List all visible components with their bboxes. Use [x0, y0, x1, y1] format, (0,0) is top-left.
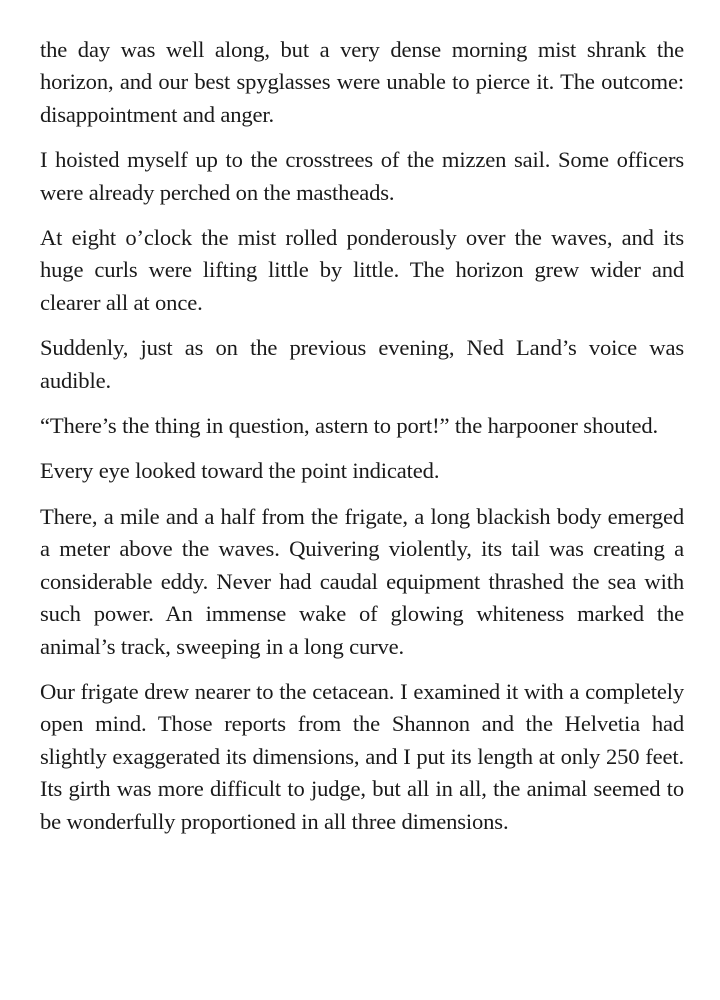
- paragraph-harpooner-shout: “There’s the thing in question, astern to port!” the harpooner shouted.: [40, 413, 659, 439]
- page-body: [40, 34, 684, 851]
- paragraph-cetacean-dimensions: Our frigate drew nearer to the cetacean. I examined it with a completely open mind. Those reports from the Shannon and the Helvetia had slightly exaggerated its dimensions, and I put its length at only 250 feet. Its girth was more difficult to judge, but all in all, the animal seemed to be wonderfully proportioned in all three dimensions.: [40, 678, 684, 834]
- paragraph-mist: the day was well along, but a very dense morning mist shrank the horizon, and our best spyglasses were unable to pierce it. The outcome: disappointment and anger.: [40, 37, 684, 127]
- paragraph-ned-land-voice: Suddenly, just as on the previous evening, Ned Land’s voice was audible.: [40, 335, 684, 393]
- paragraph-every-eye: Every eye looked toward the point indicated.: [40, 458, 440, 484]
- paragraph-crosstrees: I hoisted myself up to the crosstrees of the mizzen sail. Some officers were already perched on the mastheads.: [40, 147, 684, 205]
- paragraph-blackish-body: There, a mile and a half from the frigate, a long blackish body emerged a meter above the waves. Quivering violently, its tail was creating a considerable eddy. Never had caudal equipment thrashed the sea with such power. An immense wake of glowing whiteness marked the animal’s track, sweeping in a long curve.: [40, 503, 684, 659]
- paragraph-eight-oclock: At eight o’clock the mist rolled ponderously over the waves, and its huge curls were lifting little by little. The horizon grew wider and clearer all at once.: [40, 225, 684, 315]
